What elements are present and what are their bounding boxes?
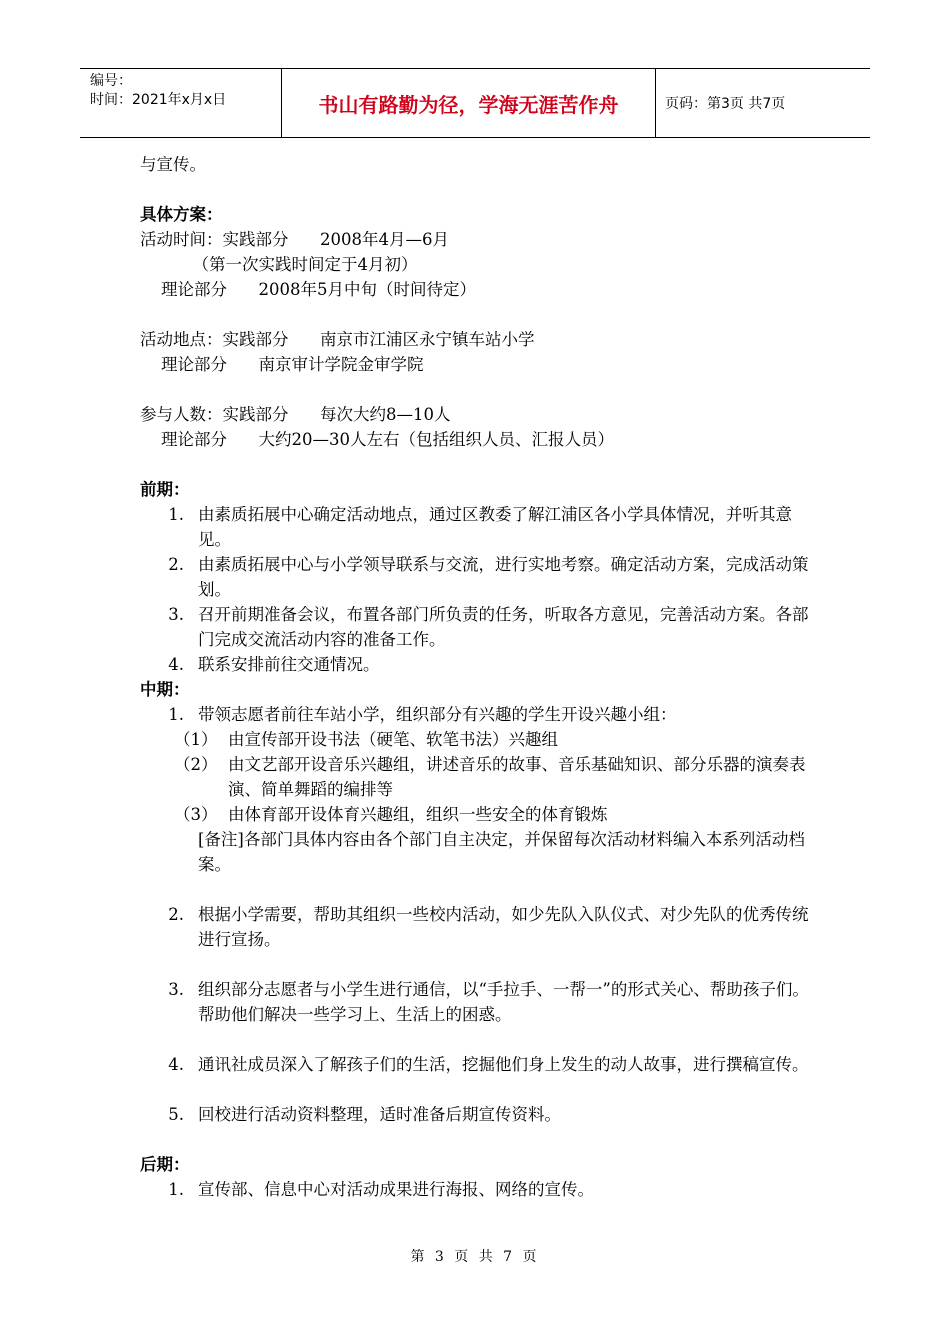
remark-note: [备注]各部门具体内容由各个部门自主决定，并保留每次活动材料编入本系列活动档案。 — [198, 830, 805, 874]
place-line-2: 理论部分 南京审计学院金审学院 — [140, 355, 424, 374]
list-item: 1. 宣传部、信息中心对活动成果进行海报、网络的宣传。 — [168, 1180, 594, 1199]
people-line-2: 理论部分 大约20—30人左右（包括组织人员、汇报人员） — [140, 430, 614, 449]
early-heading: 前期： — [140, 480, 190, 499]
intro-tail: 与宣传。 — [140, 155, 206, 174]
document-body — [140, 152, 820, 1202]
list-item: 4. 联系安排前往交通情况。 — [168, 655, 380, 674]
list-item: 1. 由素质拓展中心确定活动地点，通过区教委了解江浦区各小学具体情况，并听其意见。 — [168, 505, 792, 549]
time-line-3: 理论部分 2008年5月中旬（时间待定） — [140, 280, 476, 299]
list-item: 2. 根据小学需要，帮助其组织一些校内活动，如少先队入队仪式、对少先队的优秀传统进行宣扬。 — [168, 905, 809, 949]
page-footer: 第 3 页 共 7 页 — [410, 1249, 540, 1265]
middle-heading: 中期： — [140, 680, 190, 699]
date-label: 时间：2021年x月x日 — [90, 92, 227, 108]
list-item: 5. 回校进行活动资料整理，适时准备后期宣传资料。 — [168, 1105, 561, 1124]
people-line-1: 参与人数：实践部分 每次大约8—10人 — [140, 405, 451, 424]
time-line-1: 活动时间：实践部分 2008年4月—6月 — [140, 230, 449, 249]
time-line-2: （第一次实践时间定于4月初） — [140, 255, 418, 274]
sub-list-item: （3） 由体育部开设体育兴趣组，组织一些安全的体育锻炼 — [174, 805, 608, 824]
list-item: 3. 组织部分志愿者与小学生进行通信，以“手拉手、一帮一”的形式关心、帮助孩子们。帮助他们解决一些学习上、生活上的困惑。 — [168, 980, 809, 1024]
header-page-info: 页码：第3页 共7页 — [665, 96, 786, 112]
list-item: 1. 带领志愿者前往车站小学，组织部分有兴趣的学生开设兴趣小组： — [168, 705, 677, 724]
late-heading: 后期： — [140, 1155, 190, 1174]
place-line-1: 活动地点：实践部分 南京市江浦区永宁镇车站小学 — [140, 330, 535, 349]
list-item: 3. 召开前期准备会议，布置各部门所负责的任务，听取各方意见，完善活动方案。各部门完成交流活动内容的准备工作。 — [168, 605, 809, 649]
plan-heading: 具体方案： — [140, 205, 223, 224]
sub-list-item: （1） 由宣传部开设书法（硬笔、软笔书法）兴趣组 — [174, 730, 558, 749]
sub-list-item: （2） 由文艺部开设音乐兴趣组，讲述音乐的故事、音乐基础知识、部分乐器的演奏表演、简单舞蹈的编排等 — [174, 755, 806, 799]
number-label: 编号： — [90, 73, 132, 89]
header-motto: 书山有路勤为径，学海无涯苦作舟 — [282, 69, 656, 137]
page-header — [80, 68, 870, 138]
list-item: 2. 由素质拓展中心与小学领导联系与交流，进行实地考察。确定活动方案，完成活动策划。 — [168, 555, 809, 599]
list-item: 4. 通讯社成员深入了解孩子们的生活，挖掘他们身上发生的动人故事，进行撰稿宣传。 — [168, 1055, 809, 1074]
header-left-cell — [80, 69, 282, 137]
